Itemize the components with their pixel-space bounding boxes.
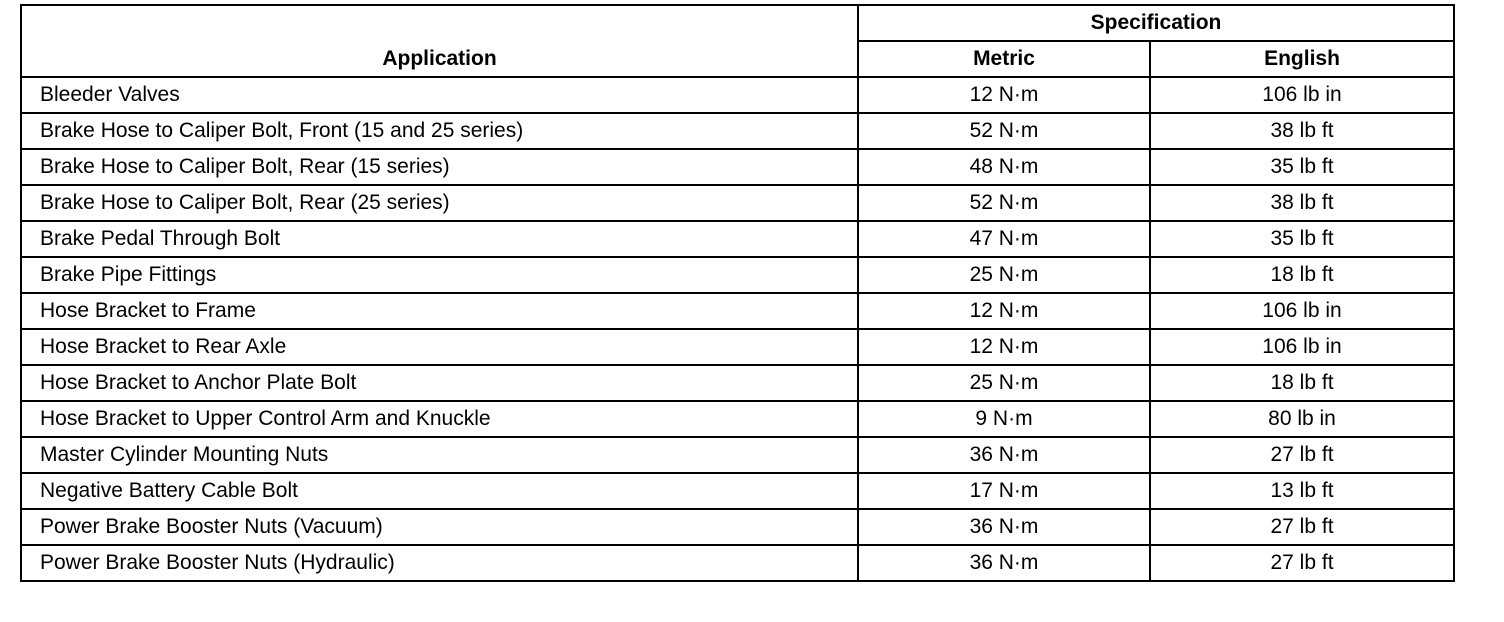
english-cell: 80 lb in bbox=[1150, 401, 1454, 437]
table-row bbox=[21, 149, 1454, 185]
english-cell: 106 lb in bbox=[1150, 77, 1454, 113]
table-row bbox=[21, 257, 1454, 293]
english-cell: 27 lb ft bbox=[1150, 509, 1454, 545]
application-cell: Power Brake Booster Nuts (Hydraulic) bbox=[21, 545, 858, 581]
metric-cell: 12 N·m bbox=[858, 293, 1150, 329]
torque-spec-table bbox=[20, 4, 1455, 582]
english-header: English bbox=[1150, 41, 1454, 77]
metric-cell: 36 N·m bbox=[858, 509, 1150, 545]
specification-header: Specification bbox=[858, 5, 1454, 41]
metric-cell: 25 N·m bbox=[858, 257, 1150, 293]
metric-cell: 36 N·m bbox=[858, 437, 1150, 473]
english-cell: 38 lb ft bbox=[1150, 185, 1454, 221]
metric-cell: 47 N·m bbox=[858, 221, 1150, 257]
application-cell: Negative Battery Cable Bolt bbox=[21, 473, 858, 509]
table-row bbox=[21, 77, 1454, 113]
application-cell: Master Cylinder Mounting Nuts bbox=[21, 437, 858, 473]
english-cell: 35 lb ft bbox=[1150, 149, 1454, 185]
table-row bbox=[21, 113, 1454, 149]
metric-cell: 36 N·m bbox=[858, 545, 1150, 581]
metric-cell: 12 N·m bbox=[858, 329, 1150, 365]
metric-cell: 52 N·m bbox=[858, 113, 1150, 149]
application-cell: Brake Pipe Fittings bbox=[21, 257, 858, 293]
table-row bbox=[21, 509, 1454, 545]
application-cell: Brake Hose to Caliper Bolt, Rear (15 series) bbox=[21, 149, 858, 185]
application-cell: Hose Bracket to Upper Control Arm and Knuckle bbox=[21, 401, 858, 437]
application-cell: Hose Bracket to Frame bbox=[21, 293, 858, 329]
application-header: Application bbox=[21, 5, 858, 77]
english-cell: 106 lb in bbox=[1150, 329, 1454, 365]
metric-cell: 9 N·m bbox=[858, 401, 1150, 437]
table-row bbox=[21, 545, 1454, 581]
table-body bbox=[21, 77, 1454, 581]
table-row bbox=[21, 293, 1454, 329]
english-cell: 18 lb ft bbox=[1150, 365, 1454, 401]
english-cell: 38 lb ft bbox=[1150, 113, 1454, 149]
table-row bbox=[21, 365, 1454, 401]
english-cell: 27 lb ft bbox=[1150, 545, 1454, 581]
table-row bbox=[21, 221, 1454, 257]
metric-cell: 52 N·m bbox=[858, 185, 1150, 221]
application-cell: Hose Bracket to Anchor Plate Bolt bbox=[21, 365, 858, 401]
table-row bbox=[21, 437, 1454, 473]
metric-cell: 25 N·m bbox=[858, 365, 1150, 401]
table-row bbox=[21, 329, 1454, 365]
metric-cell: 12 N·m bbox=[858, 77, 1150, 113]
english-cell: 35 lb ft bbox=[1150, 221, 1454, 257]
metric-header: Metric bbox=[858, 41, 1150, 77]
application-cell: Bleeder Valves bbox=[21, 77, 858, 113]
application-cell: Power Brake Booster Nuts (Vacuum) bbox=[21, 509, 858, 545]
header-row-top bbox=[21, 5, 1454, 41]
metric-cell: 17 N·m bbox=[858, 473, 1150, 509]
application-cell: Hose Bracket to Rear Axle bbox=[21, 329, 858, 365]
application-cell: Brake Hose to Caliper Bolt, Front (15 and 25 series) bbox=[21, 113, 858, 149]
table-row bbox=[21, 401, 1454, 437]
table-row bbox=[21, 473, 1454, 509]
english-cell: 18 lb ft bbox=[1150, 257, 1454, 293]
metric-cell: 48 N·m bbox=[858, 149, 1150, 185]
table-row bbox=[21, 185, 1454, 221]
english-cell: 13 lb ft bbox=[1150, 473, 1454, 509]
english-cell: 106 lb in bbox=[1150, 293, 1454, 329]
english-cell: 27 lb ft bbox=[1150, 437, 1454, 473]
application-cell: Brake Hose to Caliper Bolt, Rear (25 series) bbox=[21, 185, 858, 221]
application-cell: Brake Pedal Through Bolt bbox=[21, 221, 858, 257]
